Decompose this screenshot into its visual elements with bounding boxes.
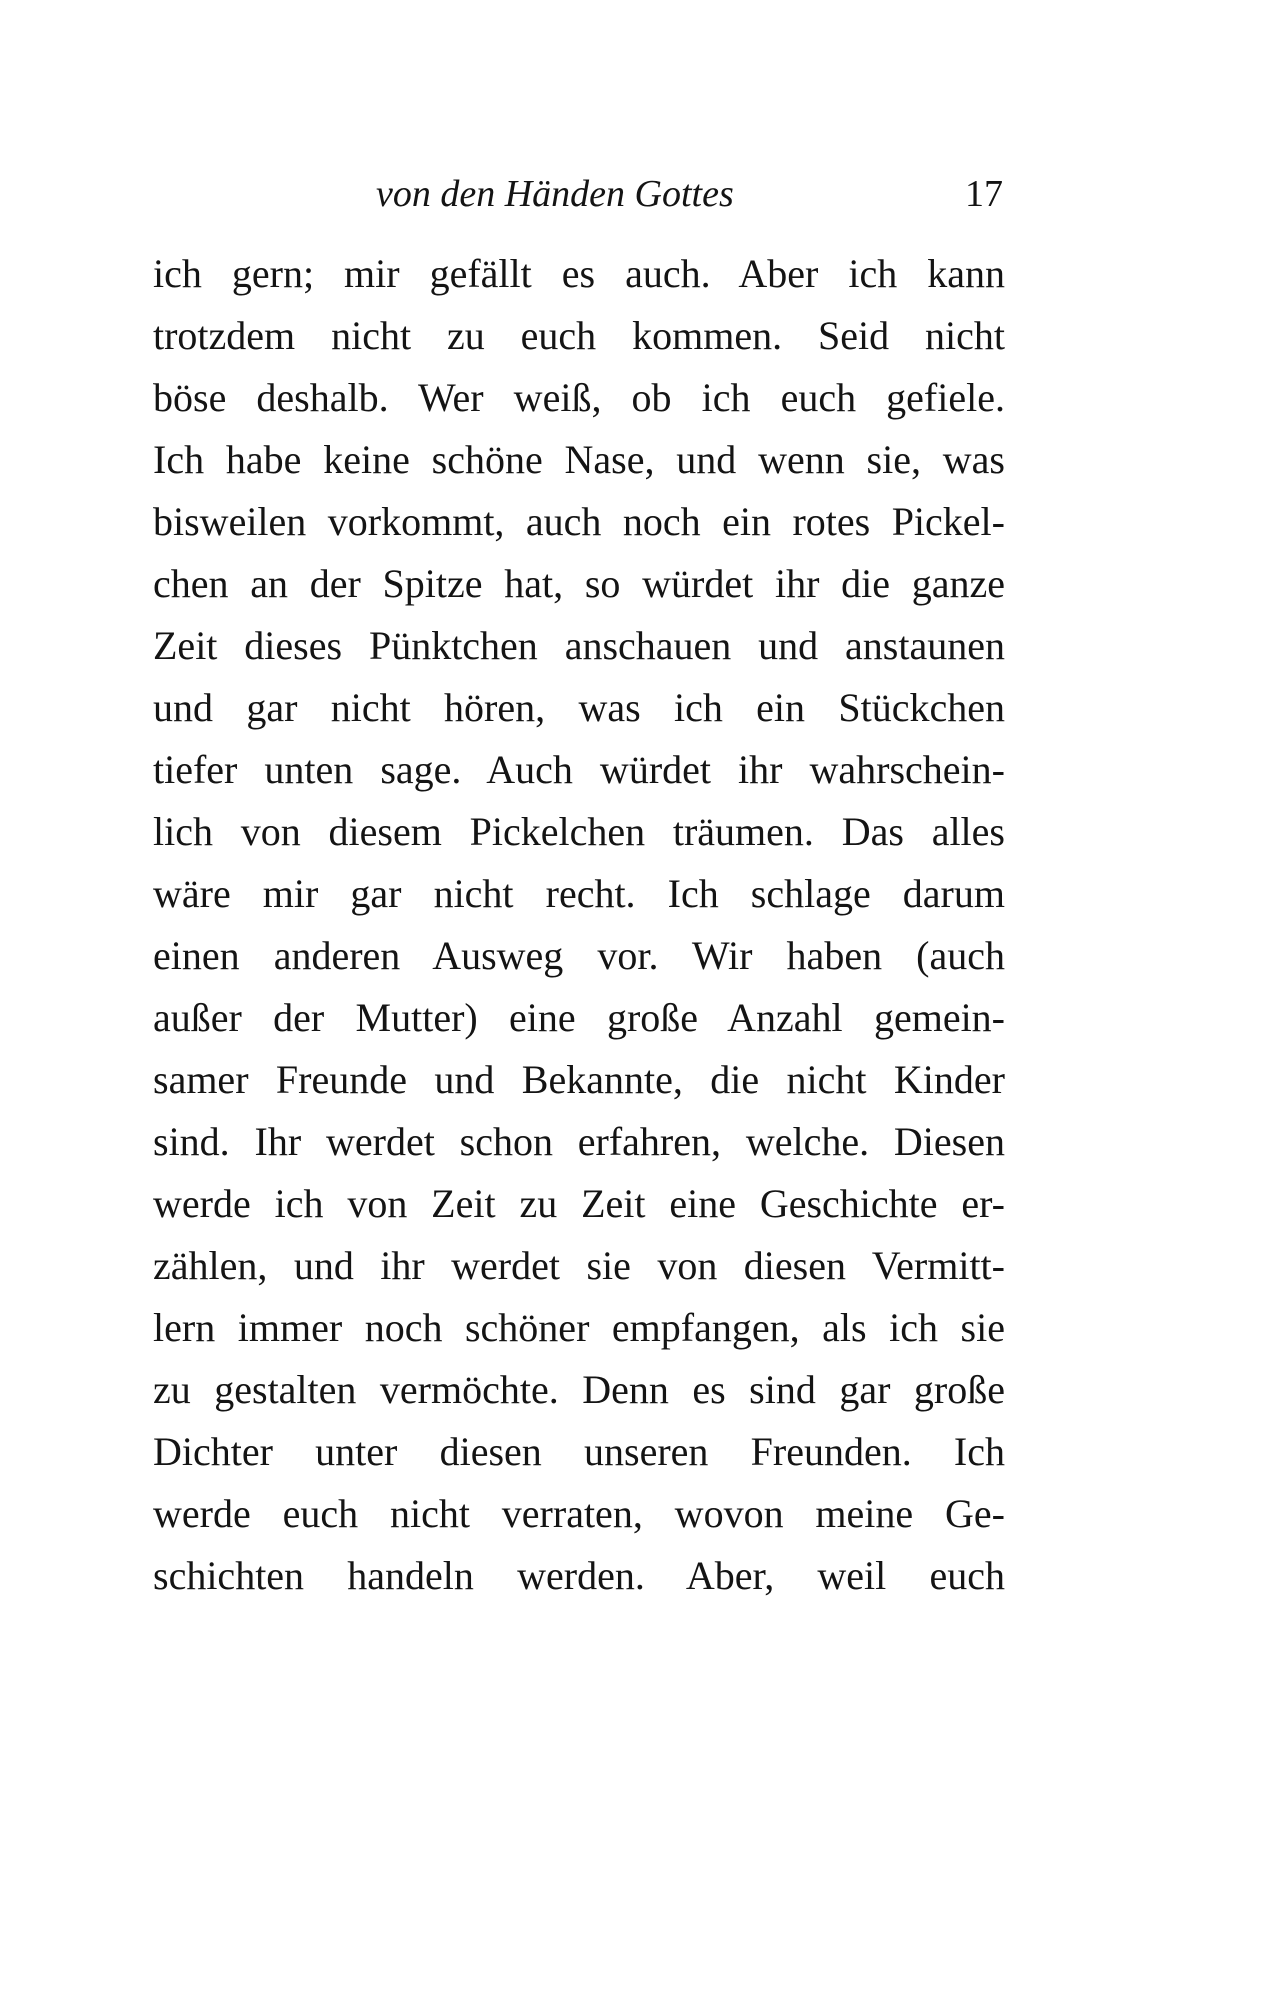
text-line: böse deshalb. Wer weiß, ob ich euch gefiele.: [153, 375, 1005, 420]
text-line: sind. Ihr werdet schon erfahren, welche. Diesen: [153, 1119, 1005, 1164]
page-number: 17: [965, 173, 1003, 215]
text-line: Zeit dieses Pünktchen anschauen und anstaunen: [153, 623, 1005, 668]
text-line: zählen, und ihr werdet sie von diesen Vermitt-: [153, 1243, 1005, 1288]
running-head: [153, 166, 1003, 222]
text-line: trotzdem nicht zu euch kommen. Seid nicht: [153, 313, 1005, 358]
running-title: von den Händen Gottes: [376, 173, 734, 215]
text-line: außer der Mutter) eine große Anzahl gemein-: [153, 995, 1005, 1040]
text-line: chen an der Spitze hat, so würdet ihr die ganze: [153, 561, 1005, 606]
text-line: lern immer noch schöner empfangen, als ich sie: [153, 1305, 1005, 1350]
text-line: ich gern; mir gefällt es auch. Aber ich kann: [153, 251, 1005, 296]
text-line: einen anderen Ausweg vor. Wir haben (auch: [153, 933, 1005, 978]
text-line: zu gestalten vermöchte. Denn es sind gar große: [153, 1367, 1005, 1412]
text-line: tiefer unten sage. Auch würdet ihr wahrschein-: [153, 747, 1005, 792]
text-line: und gar nicht hören, was ich ein Stückchen: [153, 685, 1005, 730]
text-line: bisweilen vorkommt, auch noch ein rotes Pickel-: [153, 499, 1005, 544]
text-line: werde ich von Zeit zu Zeit eine Geschichte er-: [153, 1181, 1005, 1226]
text-line: Ich habe keine schöne Nase, und wenn sie, was: [153, 437, 1005, 482]
text-line: samer Freunde und Bekannte, die nicht Kinder: [153, 1057, 1005, 1102]
text-line: Dichter unter diesen unseren Freunden. Ich: [153, 1429, 1005, 1474]
text-line: lich von diesem Pickelchen träumen. Das alles: [153, 809, 1005, 854]
text-line: schichten handeln werden. Aber, weil euch: [153, 1553, 1005, 1598]
body-text: [153, 243, 1005, 1607]
text-line: wäre mir gar nicht recht. Ich schlage darum: [153, 871, 1005, 916]
text-line: werde euch nicht verraten, wovon meine Ge-: [153, 1491, 1005, 1536]
